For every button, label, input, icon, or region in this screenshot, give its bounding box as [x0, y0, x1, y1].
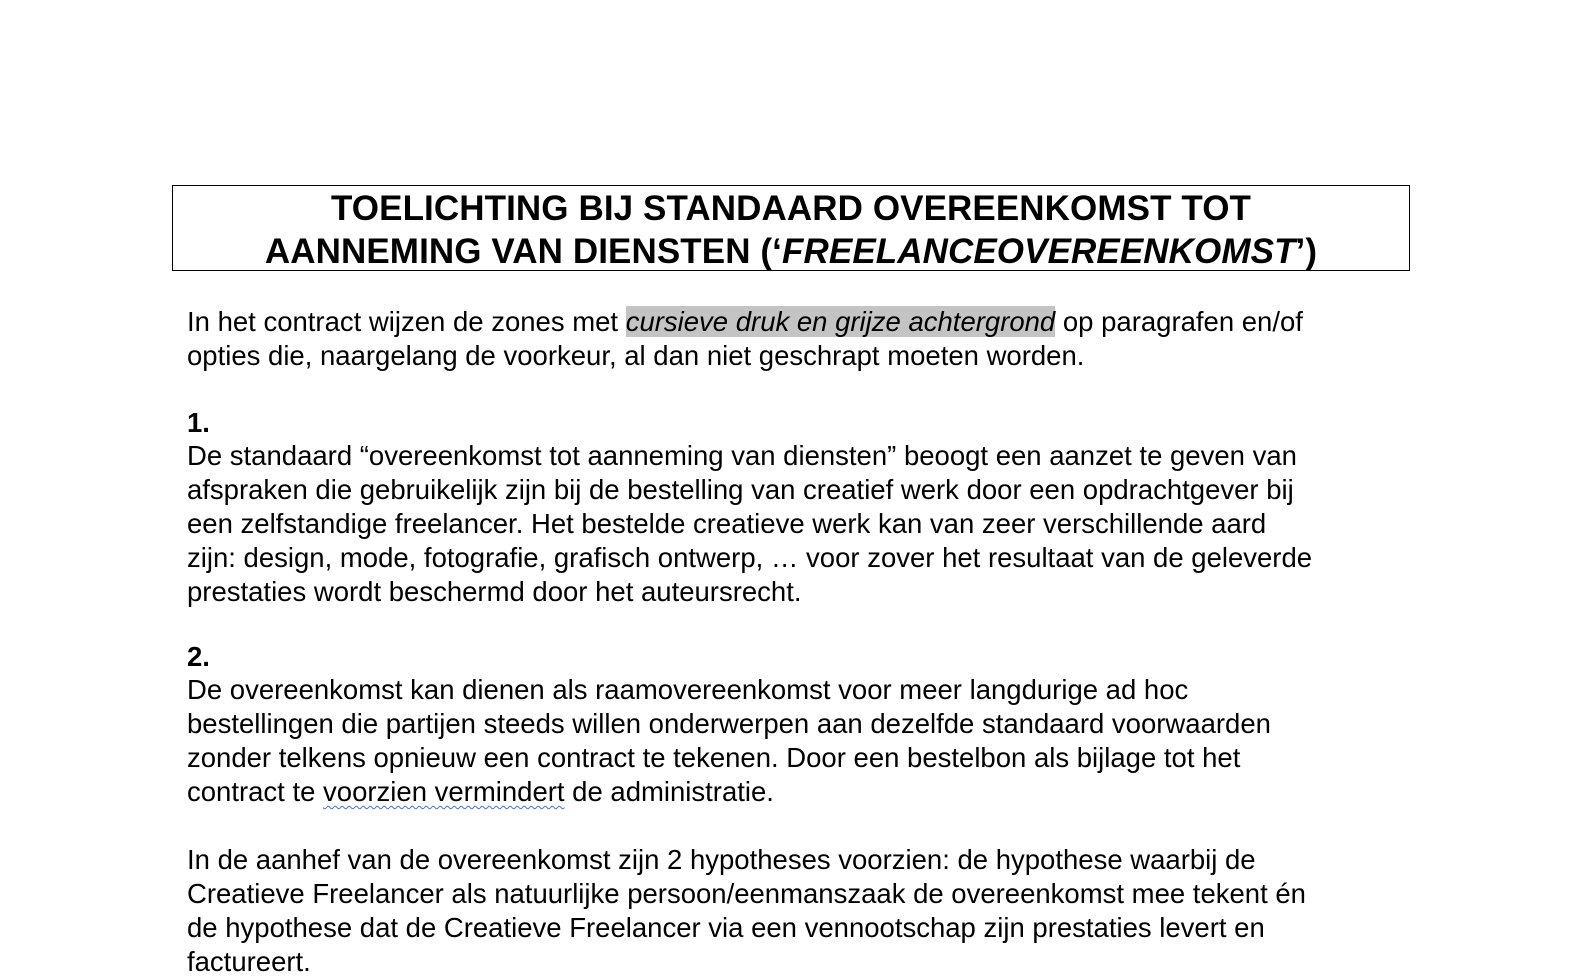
- section-3-line: In de aanhef van de overeenkomst zijn 2 hypotheses voorzien: de hypothese waarbij de: [187, 844, 1256, 875]
- section-2-last-line: [187, 775, 1397, 809]
- intro-text-part1: In het contract wijzen de zones met: [187, 306, 626, 337]
- document-title-box: [172, 185, 1410, 271]
- section-3-line: Creatieve Freelancer als natuurlijke persoon/eenmanszaak de overeenkomst mee tekent én: [187, 878, 1306, 909]
- intro-line-2: opties die, naargelang de voorkeur, al dan niet geschrapt moeten worden.: [187, 340, 1085, 371]
- section-1-paragraph: [187, 439, 1397, 609]
- section-1-line: prestaties wordt beschermd door het auteursrecht.: [187, 576, 802, 607]
- title-line-2-italic: FREELANCEOVEREENKOMST: [782, 232, 1296, 271]
- section-number-1: 1.: [187, 407, 210, 438]
- section-2-last-prefix: contract te: [187, 776, 324, 807]
- section-2-last-suffix: de administratie.: [564, 776, 774, 807]
- intro-line-1: [187, 305, 1397, 339]
- section-2-line: bestellingen die partijen steeds willen onderwerpen aan dezelfde standaard voorwaarden: [187, 708, 1271, 739]
- title-line-2: [173, 230, 1409, 273]
- section-3-paragraph: [187, 843, 1397, 979]
- section-1-line: De standaard “overeenkomst tot aanneming van diensten” beoogt een aanzet te geven van: [187, 440, 1297, 471]
- intro-text-part2: op paragrafen en/of: [1055, 306, 1303, 337]
- intro-paragraph: [187, 305, 1397, 373]
- title-line-1: TOELICHTING BIJ STANDAARD OVEREENKOMST TOT: [330, 189, 1252, 228]
- section-number-2: 2.: [187, 641, 210, 672]
- section-1-line: een zelfstandige freelancer. Het bestelde creatieve werk kan van zeer verschillende aard: [187, 508, 1267, 539]
- section-2-line: zonder telkens opnieuw een contract te tekenen. Door een bestelbon als bijlage tot het: [187, 742, 1241, 773]
- highlighted-italic-text: cursieve druk en grijze achtergrond: [625, 306, 1056, 337]
- spellcheck-flagged-text[interactable]: voorzien vermindert: [323, 776, 565, 807]
- section-2-line: De overeenkomst kan dienen als raamovereenkomst voor meer langdurige ad hoc: [187, 674, 1189, 705]
- title-line-2-prefix: AANNEMING VAN DIENSTEN (‘: [264, 232, 783, 271]
- section-3-line: de hypothese dat de Creatieve Freelancer via een vennootschap zijn prestaties levert en: [187, 912, 1265, 943]
- section-3-line: factureert.: [187, 946, 311, 977]
- section-1-line: afspraken die gebruikelijk zijn bij de bestelling van creatief werk door een opdrachtgever bij: [187, 474, 1294, 505]
- title-line-2-suffix: ’): [1295, 232, 1318, 271]
- section-1-line: zijn: design, mode, fotografie, grafisch ontwerp, … voor zover het resultaat van de geleverde: [187, 542, 1313, 573]
- section-2-paragraph: [187, 673, 1397, 809]
